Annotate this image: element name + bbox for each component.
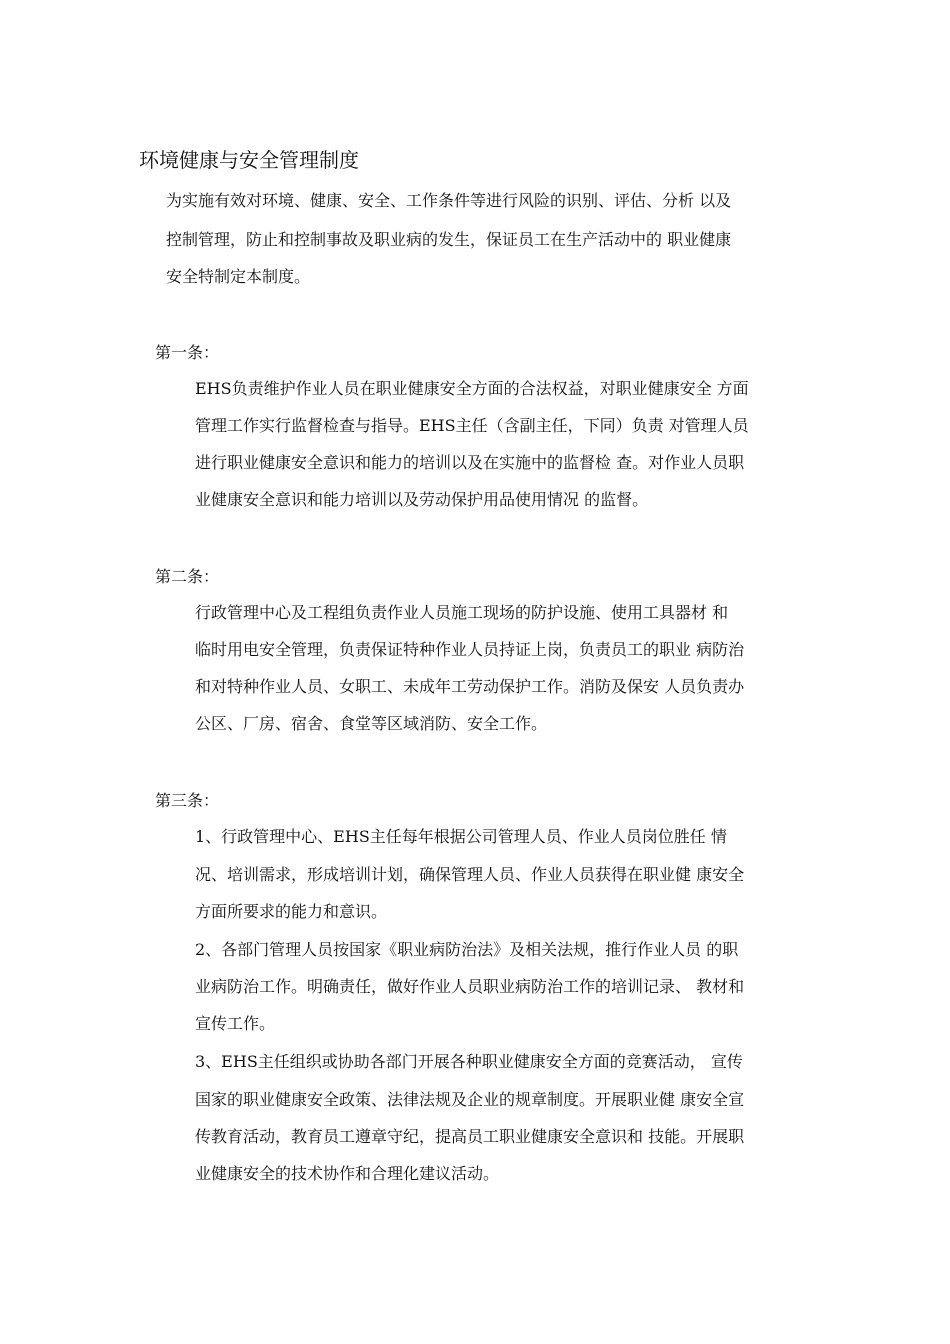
article-1-line: 进行职业健康安全意识和能力的培训以及在实施中的监督检 查。对作业人员职	[195, 453, 745, 472]
article-1-line: 业健康安全意识和能力培训以及劳动保护用品使用情况 的监督。	[195, 490, 649, 509]
article-3-line: 3、EHS主任组织或协助各部门开展各种职业健康安全方面的竞赛活动， 宣传	[195, 1052, 743, 1071]
article-1-line: EHS负责维护作业人员在职业健康安全方面的合法权益，对职业健康安全 方面	[195, 379, 749, 398]
intro-line: 为实施有效对环境、健康、安全、工作条件等进行风险的识别、评估、分析 以及	[166, 191, 732, 210]
article-1-line: 管理工作实行监督检查与指导。EHS主任（含副主任，下同）负责 对管理人员	[195, 416, 749, 435]
article-2-line: 和对特种作业人员、女职工、未成年工劳动保护工作。消防及保安 人员负责办	[195, 677, 745, 696]
article-2-heading: 第二条：	[155, 567, 220, 586]
article-3-heading: 第三条：	[155, 791, 220, 810]
intro-line: 控制管理，防止和控制事故及职业病的发生，保证员工在生产活动中的 职业健康	[166, 230, 732, 249]
article-3-line: 宣传工作。	[195, 1014, 276, 1033]
article-1-heading: 第一条：	[155, 343, 220, 362]
article-3-line: 方面所要求的能力和意识。	[195, 902, 388, 921]
article-3-line: 1、行政管理中心、EHS主任每年根据公司管理人员、作业人员岗位胜任 情	[195, 827, 727, 846]
article-3-line: 况、培训需求，形成培训计划，确保管理人员、作业人员获得在职业健 康安全	[195, 865, 745, 884]
article-2-line: 行政管理中心及工程组负责作业人员施工现场的防护设施、使用工具器材 和	[195, 603, 729, 622]
intro-line: 安全特制定本制度。	[166, 267, 311, 286]
article-3-line: 业健康安全的技术协作和合理化建议活动。	[195, 1164, 500, 1183]
article-3-line: 业病防治工作。明确责任，做好作业人员职业病防治工作的培训记录、 教材和	[195, 977, 745, 996]
document-title: 环境健康与安全管理制度	[139, 148, 359, 172]
article-2-line: 公区、厂房、宿舍、食堂等区域消防、安全工作。	[195, 714, 548, 733]
article-3-line: 国家的职业健康安全政策、法律法规及企业的规章制度。开展职业健 康安全宣	[195, 1090, 745, 1109]
article-3-line: 传教育活动，教育员工遵章守纪，提高员工职业健康安全意识和 技能。开展职	[195, 1127, 745, 1146]
article-3-line: 2、各部门管理人员按国家《职业病防治法》及相关法规，推行作业人员 的职	[195, 940, 739, 959]
article-2-line: 临时用电安全管理，负责保证特种作业人员持证上岗，负责员工的职业 病防治	[195, 640, 745, 659]
